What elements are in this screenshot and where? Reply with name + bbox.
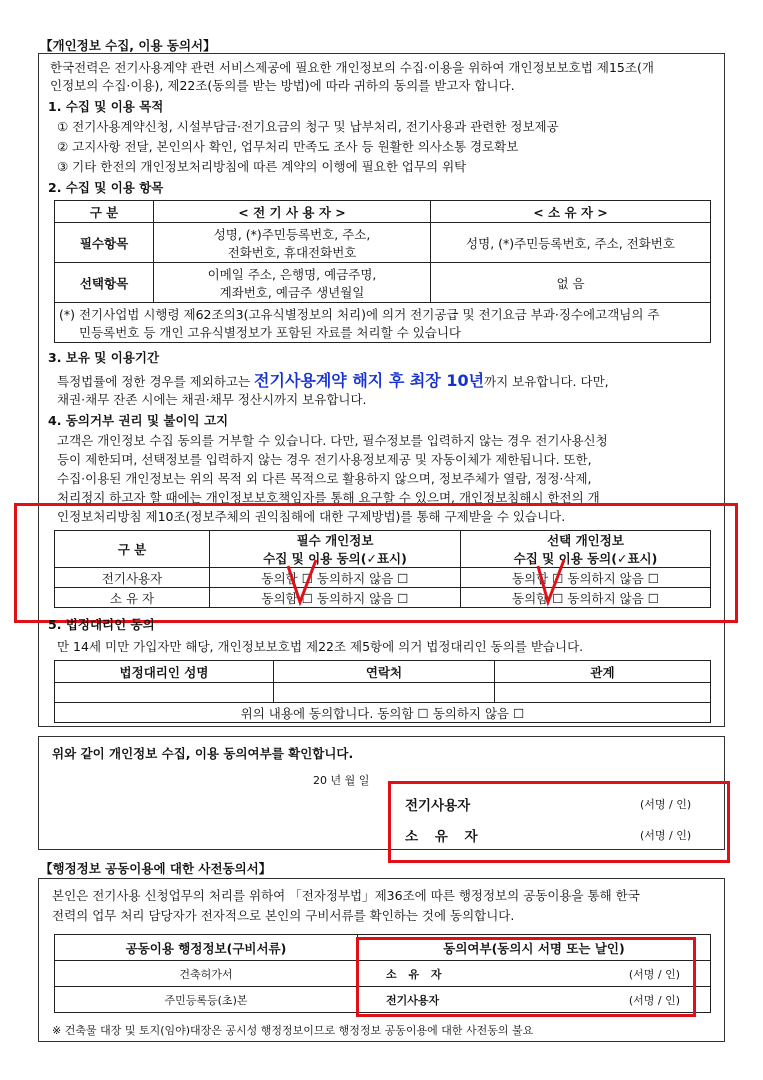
consent-col-category: 구 분 (55, 531, 210, 568)
consent-row-user-label: 전기사용자 (55, 568, 210, 588)
guardian-relation-field[interactable] (495, 683, 711, 703)
optional-header-1: 선택 개인정보 (547, 533, 624, 548)
note-line-1: (*) 전기사업법 시행령 제62조의3(고유식별정보의 처리)에 의거 전기공급 및 전기요금 부과·징수에고객님의 주 (59, 306, 660, 322)
annotation-box-consent (14, 503, 738, 623)
owner-required-checkboxes[interactable]: 동의함 ☐ 동의하지 않음 ☐ (210, 588, 461, 608)
purpose-item: ③ 기타 한전의 개인정보처리방침에 따른 계약의 이행에 필요한 업무의 위탁 (57, 159, 467, 174)
signer-user-label: 전기사용자 (405, 798, 471, 814)
admin-form-title: 【행정정보 공동이용에 대한 사전동의서】 (40, 861, 272, 876)
row-label-optional: 선택항목 (55, 263, 154, 303)
admin-signer-user: 전기사용자 (386, 993, 440, 1007)
guardian-col-relation: 관계 (495, 661, 711, 683)
note-line-2: 민등록번호 등 개인 고유식별정보가 포함된 자료를 처리할 수 있습니다 (79, 324, 461, 340)
required-user-items (154, 223, 431, 263)
col-header-owner: < 소 유 자 > (431, 201, 711, 223)
purpose-item: ② 고지사항 전달, 본인의사 확인, 업무처리 만족도 조사 등 원활한 의사소통 경로확보 (57, 139, 519, 154)
row-label-required: 필수항목 (55, 223, 154, 263)
guardian-name-field[interactable] (55, 683, 274, 703)
required-user-line-1: 성명, (*)주민등록번호, 주소, (213, 226, 371, 242)
admin-doc-1: 건축허가서 (55, 961, 358, 987)
required-header-2: 수집 및 이용 동의(✓표시) (263, 551, 407, 566)
admin-text-2: 전력의 업무 처리 담당자가 전자적으로 본인의 구비서류를 확인하는 것에 동의합니다. (52, 908, 515, 923)
confirm-title: 위와 같이 개인정보 수집, 이용 동의여부를 확인합니다. (52, 746, 354, 761)
optional-header-2: 수집 및 이용 동의(✓표시) (513, 551, 658, 566)
admin-col-docs: 공동이용 행정정보(구비서류) (55, 935, 358, 961)
guardian-col-name: 법정대리인 성명 (55, 661, 274, 683)
admin-col-consent: 동의여부(동의시 서명 또는 날인) (358, 935, 711, 961)
user-required-checkboxes[interactable]: 동의함 ☐ 동의하지 않음 ☐ (210, 568, 461, 588)
admin-doc-2: 주민등록등(초)본 (55, 987, 358, 1013)
section-1-title: 1. 수집 및 이용 목적 (48, 99, 164, 114)
intro-line-2: 인정보의 수집·이용), 제22조(동의를 받는 방법)에 따라 귀하의 동의를 받고자 합니다. (50, 78, 515, 93)
required-header-1: 필수 개인정보 (296, 533, 374, 548)
admin-sign-hint: (서명 / 인) (628, 993, 680, 1007)
id-number-note (55, 303, 711, 343)
collection-items-table (54, 200, 711, 343)
signer-owner-sign[interactable]: (서명 / 인) (640, 829, 692, 842)
col-header-category: 구 분 (55, 201, 154, 223)
guardian-col-contact: 연락처 (274, 661, 495, 683)
required-user-line-2: 전화번호, 휴대전화번호 (227, 244, 357, 260)
optional-user-line-1: 이메일 주소, 은행명, 예금주명, (207, 266, 377, 282)
consent-form-title: 【개인정보 수집, 이용 동의서】 (40, 38, 216, 53)
optional-user-line-2: 계좌번호, 예금주 생년월일 (219, 284, 365, 300)
admin-text-1: 본인은 전기사용 신청업무의 처리를 위하여 「전자정부법」제36조에 따른 행정정보의 공동이용을 통해 한국 (52, 888, 640, 903)
admin-sign-hint: (서명 / 인) (628, 967, 680, 981)
refusal-line: 고객은 개인정보 수집 동의를 거부할 수 있습니다. 다만, 필수정보를 입력하지 않는 경우 전기사용신청 (57, 433, 608, 448)
retention-highlight: 전기사용계약 해지 후 최장 10년 (254, 371, 485, 390)
refusal-line: 처리정지 하고자 할 때에는 개인정보보호책임자를 통해 요구할 수 있으며, 개인정보침해시 한전의 개 (57, 490, 600, 505)
confirm-date: 20 년 월 일 (313, 774, 370, 787)
optional-user-items (154, 263, 431, 303)
owner-optional-checkboxes[interactable]: 동의함 ☐ 동의하지 않음 ☐ (461, 588, 711, 608)
signer-owner-label: 소 유 자 (405, 829, 484, 845)
retention-line-2: 채권·채무 잔존 시에는 채권·채무 정산시까지 보유합니다. (57, 392, 367, 407)
retention-text-a: 특정법률에 정한 경우를 제외하고는 (57, 374, 255, 389)
optional-owner-items: 없 음 (431, 263, 711, 303)
col-header-user: < 전 기 사 용 자 > (154, 201, 431, 223)
guardian-text: 만 14세 미만 가입자만 해당, 개인정보보호법 제22조 제5항에 의거 법정대리인 동의를 받습니다. (57, 639, 584, 654)
refusal-line: 인정보처리방침 제10조(정보주체의 권익침해에 대한 구제방법)를 통해 구제받을 수 있습니다. (57, 509, 566, 524)
section-2-title: 2. 수집 및 이용 항목 (48, 180, 164, 195)
retention-text-b: 까지 보유합니다. 다만, (484, 374, 609, 389)
admin-signer-owner: 소 유 자 (386, 967, 446, 981)
section-4-title: 4. 동의거부 권리 및 불이익 고지 (48, 413, 229, 428)
signer-user-sign[interactable]: (서명 / 인) (640, 798, 692, 811)
intro-line-1: 한국전력은 전기사용계약 관련 서비스제공에 필요한 개인정보의 수집·이용을 위하여 개인정보보호법 제15조(개 (50, 60, 654, 75)
admin-footnote: ※ 건축물 대장 및 토지(임야)대장은 공시성 행정정보이므로 행정정보 공동이용에 대한 사전동의 불요 (52, 1024, 534, 1037)
user-optional-checkboxes[interactable]: 동의함 ☐ 동의하지 않음 ☐ (461, 568, 711, 588)
refusal-line: 수집·이용된 개인정보는 위의 목적 외 다른 목적으로 활용하지 않으며, 정보주체가 열람, 정정·삭제, (57, 471, 592, 486)
guardian-contact-field[interactable] (274, 683, 495, 703)
annotation-box-admin (356, 937, 696, 1017)
guardian-agree-row[interactable]: 위의 내용에 동의합니다. 동의함 ☐ 동의하지 않음 ☐ (55, 703, 711, 723)
section-5-title: 5. 법정대리인 동의 (48, 617, 155, 632)
refusal-line: 등이 제한되며, 선택정보를 입력하지 않는 경우 전기사용정보제공 및 자동이체가 제한됩니다. 또한, (57, 452, 592, 467)
section-3-title: 3. 보유 및 이용기간 (48, 350, 160, 365)
purpose-item: ① 전기사용계약신청, 시설부담금·전기요금의 청구 및 납부처리, 전기사용과 관련한 정보제공 (57, 119, 559, 134)
guardian-table (54, 660, 711, 723)
retention-line-1 (57, 368, 609, 391)
required-owner-items: 성명, (*)주민등록번호, 주소, 전화번호 (431, 223, 711, 263)
consent-row-owner-label: 소 유 자 (55, 588, 210, 608)
annotation-box-signature (388, 781, 730, 863)
